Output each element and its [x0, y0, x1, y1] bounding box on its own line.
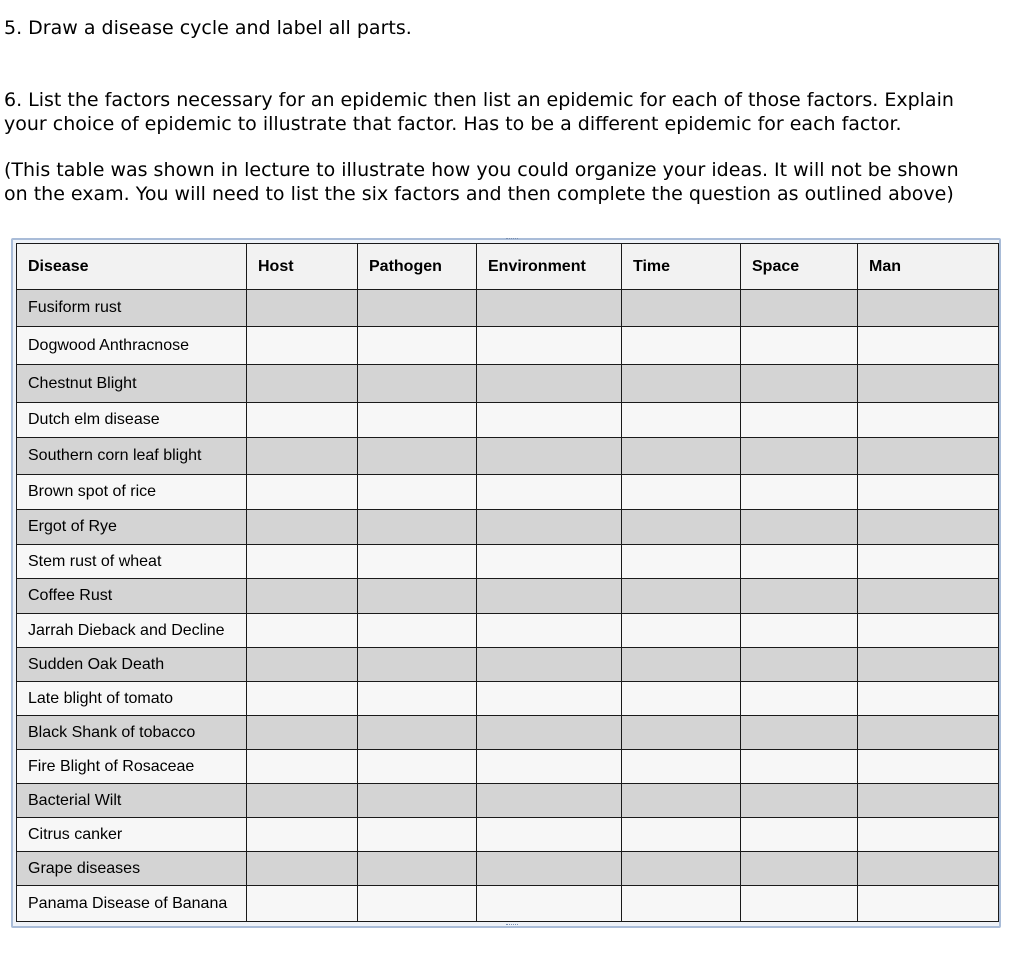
- disease-name-cell: Jarrah Dieback and Decline: [17, 614, 247, 648]
- empty-cell[interactable]: [622, 886, 741, 922]
- disease-name-cell: Dogwood Anthracnose: [17, 327, 247, 365]
- disease-name-cell: Black Shank of tobacco: [17, 716, 247, 750]
- table-row: [17, 818, 999, 852]
- table-row: [17, 510, 999, 545]
- empty-cell[interactable]: [358, 475, 477, 510]
- empty-cell[interactable]: [622, 852, 741, 886]
- empty-cell[interactable]: [247, 716, 358, 750]
- empty-cell[interactable]: [477, 403, 622, 438]
- disease-name-cell: Brown spot of rice: [17, 475, 247, 510]
- header-disease: Disease: [17, 244, 247, 290]
- empty-cell[interactable]: [477, 886, 622, 922]
- empty-cell[interactable]: [622, 545, 741, 579]
- empty-cell[interactable]: [622, 579, 741, 614]
- table-body: [17, 290, 999, 922]
- empty-cell[interactable]: [858, 784, 999, 818]
- empty-cell[interactable]: [858, 614, 999, 648]
- empty-cell[interactable]: [858, 818, 999, 852]
- empty-cell[interactable]: [477, 579, 622, 614]
- empty-cell[interactable]: [622, 290, 741, 327]
- empty-cell[interactable]: [477, 852, 622, 886]
- disease-factor-table: [16, 243, 999, 922]
- empty-cell[interactable]: [741, 716, 858, 750]
- empty-cell[interactable]: [741, 545, 858, 579]
- empty-cell[interactable]: [741, 327, 858, 365]
- empty-cell[interactable]: [741, 510, 858, 545]
- empty-cell[interactable]: [247, 403, 358, 438]
- empty-cell[interactable]: [358, 545, 477, 579]
- disease-name-cell: Stem rust of wheat: [17, 545, 247, 579]
- empty-cell[interactable]: [622, 327, 741, 365]
- question-6-line-1: 6. List the factors necessary for an epidemic then list an epidemic for each of those factors. Explain: [4, 89, 954, 111]
- empty-cell[interactable]: [477, 716, 622, 750]
- empty-cell[interactable]: [741, 365, 858, 403]
- empty-cell[interactable]: [858, 438, 999, 475]
- empty-cell[interactable]: [622, 682, 741, 716]
- empty-cell[interactable]: [622, 510, 741, 545]
- empty-cell[interactable]: [358, 886, 477, 922]
- header-space: Space: [741, 244, 858, 290]
- empty-cell[interactable]: [741, 438, 858, 475]
- table-row: [17, 716, 999, 750]
- disease-name-cell: Southern corn leaf blight: [17, 438, 247, 475]
- empty-cell[interactable]: [477, 682, 622, 716]
- table-header-row: [17, 244, 999, 290]
- disease-name-cell: Ergot of Rye: [17, 510, 247, 545]
- empty-cell[interactable]: [858, 886, 999, 922]
- empty-cell[interactable]: [358, 579, 477, 614]
- empty-cell[interactable]: [858, 510, 999, 545]
- empty-cell[interactable]: [247, 648, 358, 682]
- empty-cell[interactable]: [358, 510, 477, 545]
- empty-cell[interactable]: [247, 784, 358, 818]
- empty-cell[interactable]: [741, 579, 858, 614]
- empty-cell[interactable]: [477, 614, 622, 648]
- empty-cell[interactable]: [858, 365, 999, 403]
- table-row: [17, 682, 999, 716]
- empty-cell[interactable]: [858, 648, 999, 682]
- disease-name-cell: Panama Disease of Banana: [17, 886, 247, 922]
- empty-cell[interactable]: [247, 510, 358, 545]
- header-man: Man: [858, 244, 999, 290]
- disease-name-cell: Chestnut Blight: [17, 365, 247, 403]
- empty-cell[interactable]: [477, 365, 622, 403]
- table-row: [17, 614, 999, 648]
- empty-cell[interactable]: [622, 475, 741, 510]
- disease-name-cell: Bacterial Wilt: [17, 784, 247, 818]
- empty-cell[interactable]: [858, 682, 999, 716]
- empty-cell[interactable]: [741, 290, 858, 327]
- empty-cell[interactable]: [247, 475, 358, 510]
- empty-cell[interactable]: [622, 365, 741, 403]
- empty-cell[interactable]: [247, 438, 358, 475]
- empty-cell[interactable]: [358, 750, 477, 784]
- empty-cell[interactable]: [358, 784, 477, 818]
- disease-name-cell: Fire Blight of Rosaceae: [17, 750, 247, 784]
- empty-cell[interactable]: [247, 886, 358, 922]
- empty-cell[interactable]: [247, 579, 358, 614]
- empty-cell[interactable]: [358, 648, 477, 682]
- disease-name-cell: Coffee Rust: [17, 579, 247, 614]
- empty-cell[interactable]: [477, 648, 622, 682]
- empty-cell[interactable]: [477, 545, 622, 579]
- empty-cell[interactable]: [358, 365, 477, 403]
- table-row: [17, 784, 999, 818]
- empty-cell[interactable]: [741, 784, 858, 818]
- disease-name-cell: Fusiform rust: [17, 290, 247, 327]
- table-row: [17, 365, 999, 403]
- empty-cell[interactable]: [358, 290, 477, 327]
- empty-cell[interactable]: [858, 327, 999, 365]
- empty-cell[interactable]: [858, 403, 999, 438]
- empty-cell[interactable]: [358, 614, 477, 648]
- empty-cell[interactable]: [741, 750, 858, 784]
- empty-cell[interactable]: [358, 852, 477, 886]
- empty-cell[interactable]: [477, 290, 622, 327]
- empty-cell[interactable]: [247, 365, 358, 403]
- table-row: [17, 290, 999, 327]
- empty-cell[interactable]: [622, 716, 741, 750]
- disease-name-cell: Citrus canker: [17, 818, 247, 852]
- empty-cell[interactable]: [358, 438, 477, 475]
- header-time: Time: [622, 244, 741, 290]
- table-row: [17, 648, 999, 682]
- table-note-line-2: on the exam. You will need to list the six factors and then complete the question as outlined above): [4, 183, 954, 205]
- empty-cell[interactable]: [477, 818, 622, 852]
- disease-name-cell: Grape diseases: [17, 852, 247, 886]
- empty-cell[interactable]: [247, 290, 358, 327]
- disease-name-cell: Dutch elm disease: [17, 403, 247, 438]
- empty-cell[interactable]: [358, 327, 477, 365]
- empty-cell[interactable]: [477, 750, 622, 784]
- header-pathogen: Pathogen: [358, 244, 477, 290]
- empty-cell[interactable]: [477, 438, 622, 475]
- table-row: [17, 579, 999, 614]
- table-row: [17, 327, 999, 365]
- table-row: [17, 438, 999, 475]
- empty-cell[interactable]: [247, 750, 358, 784]
- empty-cell[interactable]: [741, 475, 858, 510]
- empty-cell[interactable]: [858, 716, 999, 750]
- empty-cell[interactable]: [858, 750, 999, 784]
- header-environment: Environment: [477, 244, 622, 290]
- empty-cell[interactable]: [858, 475, 999, 510]
- empty-cell[interactable]: [358, 716, 477, 750]
- header-host: Host: [247, 244, 358, 290]
- empty-cell[interactable]: [741, 648, 858, 682]
- empty-cell[interactable]: [247, 327, 358, 365]
- empty-cell[interactable]: [477, 784, 622, 818]
- table-row: [17, 403, 999, 438]
- empty-cell[interactable]: [477, 510, 622, 545]
- empty-cell[interactable]: [741, 614, 858, 648]
- empty-cell[interactable]: [622, 750, 741, 784]
- question-5: 5. Draw a disease cycle and label all parts.: [4, 17, 412, 39]
- empty-cell[interactable]: [247, 545, 358, 579]
- empty-cell[interactable]: [247, 682, 358, 716]
- table-row: [17, 545, 999, 579]
- empty-cell[interactable]: [247, 614, 358, 648]
- empty-cell[interactable]: [477, 475, 622, 510]
- empty-cell[interactable]: [622, 648, 741, 682]
- table-row: [17, 750, 999, 784]
- empty-cell[interactable]: [741, 403, 858, 438]
- empty-cell[interactable]: [741, 818, 858, 852]
- empty-cell[interactable]: [858, 290, 999, 327]
- empty-cell[interactable]: [622, 438, 741, 475]
- empty-cell[interactable]: [622, 818, 741, 852]
- empty-cell[interactable]: [622, 403, 741, 438]
- table-row: [17, 852, 999, 886]
- empty-cell[interactable]: [741, 886, 858, 922]
- empty-cell[interactable]: [358, 682, 477, 716]
- empty-cell[interactable]: [858, 852, 999, 886]
- empty-cell[interactable]: [622, 614, 741, 648]
- empty-cell[interactable]: [741, 852, 858, 886]
- question-6-line-2: your choice of epidemic to illustrate that factor. Has to be a different epidemic for each factor.: [4, 113, 902, 135]
- table-row: [17, 475, 999, 510]
- empty-cell[interactable]: [858, 579, 999, 614]
- empty-cell[interactable]: [622, 784, 741, 818]
- disease-name-cell: Late blight of tomato: [17, 682, 247, 716]
- empty-cell[interactable]: [358, 403, 477, 438]
- empty-cell[interactable]: [477, 327, 622, 365]
- disease-name-cell: Sudden Oak Death: [17, 648, 247, 682]
- empty-cell[interactable]: [741, 682, 858, 716]
- empty-cell[interactable]: [858, 545, 999, 579]
- empty-cell[interactable]: [247, 818, 358, 852]
- table-row: [17, 886, 999, 922]
- empty-cell[interactable]: [358, 818, 477, 852]
- empty-cell[interactable]: [247, 852, 358, 886]
- table-note-line-1: (This table was shown in lecture to illustrate how you could organize your ideas. It will not be shown: [4, 159, 959, 181]
